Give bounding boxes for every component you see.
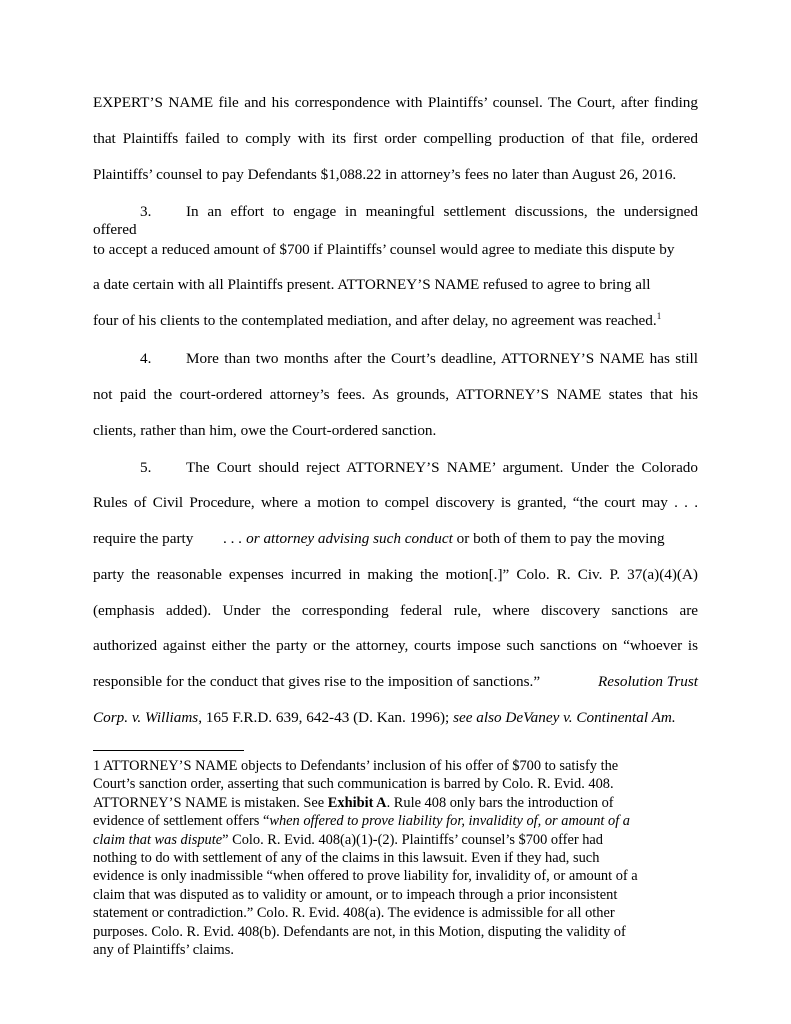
paragraph-3-line: four of his clients to the contemplated mediation, and after delay, no agreement was reached.$^1$ <box>93 310 662 329</box>
paragraph-5-line: Rules of Civil Procedure, where a motion to compel discovery is granted, “the court may . . . <box>93 494 698 511</box>
paragraph-number: 4. <box>140 350 152 367</box>
footnote <box>93 757 698 959</box>
footnote-separator <box>93 750 244 751</box>
footnote-line: purposes. Colo. R. Evid. 408(b). Defendants are not, in this Motion, disputing the validity of <box>93 923 626 940</box>
paragraph-3-line: a date certain with all Plaintiffs present. ATTORNEY’S NAME refused to agree to bring all <box>93 276 651 293</box>
footnote-line: claim that was disputed as to validity or amount, or to impeach through a prior inconsistent <box>93 886 618 903</box>
paragraph-5-line: Corp. v. Williams, 165 F.R.D. 639, 642-43 (D. Kan. 1996); see also DeVaney v. Continental Am. <box>93 709 676 726</box>
body-line: that Plaintiffs failed to comply with its first order compelling production of that file, ordered <box>93 130 698 147</box>
footnote-line: claim that was dispute” Colo. R. Evid. 408(a)(1)-(2). Plaintiffs’ counsel’s $700 offer had <box>93 831 603 848</box>
exhibit-reference: Exhibit A <box>327 794 387 811</box>
paragraph-4-line: not paid the court-ordered attorney’s fees. As grounds, ATTORNEY’S NAME states that his <box>93 386 698 403</box>
paragraph-4-line: 4. More than two months after the Court’s deadline, ATTORNEY’S NAME has still <box>140 350 698 367</box>
paragraph-number: 3. <box>140 203 152 220</box>
paragraph-3-line: to accept a reduced amount of $700 if Plaintiffs’ counsel would agree to mediate this dispute by <box>93 241 675 258</box>
paragraph-5-line: responsible for the conduct that gives rise to the imposition of sanctions.” Resolution Trust <box>93 673 698 690</box>
footnote-line: statement or contradiction.” Colo. R. Evid. 408(a). The evidence is admissible for all other <box>93 905 615 922</box>
footnote-line: any of Plaintiffs’ claims. <box>93 942 234 959</box>
paragraph-5-line: require the party . . . or attorney advising such conduct or both of them to pay the moving <box>93 530 665 547</box>
footnote-reference: 1 <box>656 310 662 321</box>
paragraph-5-line: authorized against either the party or the attorney, courts impose such sanctions on “whoever is <box>93 637 698 654</box>
body-line: EXPERT’S NAME file and his correspondence with Plaintiffs’ counsel. The Court, after finding <box>93 94 698 111</box>
paragraph-5-line: 5. The Court should reject ATTORNEY’S NAME’ argument. Under the Colorado <box>140 459 698 476</box>
body-line: Plaintiffs’ counsel to pay Defendants $1,088.22 in attorney’s fees no later than August 26, 2016. <box>93 166 677 183</box>
case-citation: Corp. v. Williams <box>93 709 199 726</box>
paragraph-number: 5. <box>140 459 152 476</box>
footnote-line: Court’s sanction order, asserting that such communication is barred by Colo. R. Evid. 408. <box>93 776 614 793</box>
case-citation: see also DeVaney v. Continental Am. <box>453 709 676 726</box>
emphasized-text: . . . or attorney advising such conduct <box>223 530 453 547</box>
footnote-line: 1 ATTORNEY’S NAME objects to Defendants’ inclusion of his offer of $700 to satisfy the <box>93 758 619 774</box>
footnote-line: evidence of settlement offers “when offered to prove liability for, invalidity of, or amount of a <box>93 813 631 830</box>
footnote-line: evidence is only inadmissible “when offered to prove liability for, invalidity of, or amount of a <box>93 868 638 885</box>
paragraph-5-line: party the reasonable expenses incurred in making the motion[.]” Colo. R. Civ. P. 37(a)(4)(A) <box>93 566 698 583</box>
footnote-line: nothing to do with settlement of any of the claims in this lawsuit. Even if they had, such <box>93 850 600 867</box>
case-citation: Resolution Trust <box>597 673 698 690</box>
paragraph-3-line: 3. In an effort to engage in meaningful settlement discussions, the undersigned <box>140 203 698 220</box>
paragraph-4-line: clients, rather than him, owe the Court-ordered sanction. <box>93 422 437 439</box>
paragraph-5-line: (emphasis added). Under the corresponding federal rule, where discovery sanctions are <box>93 602 698 619</box>
footnote-line: ATTORNEY’S NAME is mistaken. See Exhibit A. Rule 408 only bars the introduction of <box>93 794 614 811</box>
paragraph-3-line: offered <box>93 221 137 238</box>
